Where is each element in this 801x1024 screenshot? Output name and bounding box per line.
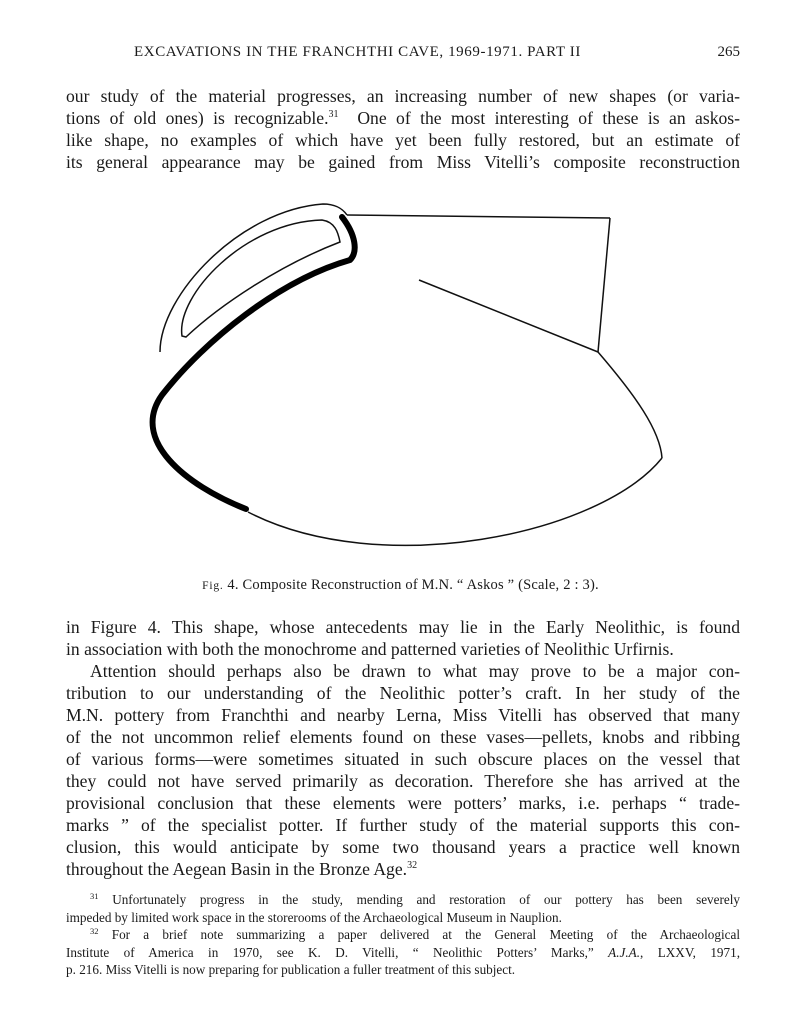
handle-inner <box>182 220 340 337</box>
paragraph-3 <box>66 660 740 880</box>
footnote-ref-31: 31 <box>328 109 339 120</box>
text-line: M.N. pottery from Franchthi and nearby Lerna, Miss Vitelli has observed that many <box>66 705 740 725</box>
text-line: in association with both the monochrome and patterned varieties of Neolithic Urfirnis. <box>66 639 674 659</box>
footnote-line: p. 216. Miss Vitelli is now preparing for publication a fuller treatment of this subject. <box>66 962 516 977</box>
handle-outer <box>160 204 347 352</box>
figure-caption <box>0 577 801 594</box>
vessel-spout-side <box>598 218 610 352</box>
footnote-31 <box>66 891 740 926</box>
text-line: of various forms—were sometimes situated in such obscure places on the vessel that <box>66 749 740 769</box>
text-line: marks ” of the specialist potter. If further study of the material supports this con- <box>66 815 740 835</box>
text-line: in Figure 4. This shape, whose antecedents may lie in the Early Neolithic, is found <box>66 617 740 637</box>
paragraph-2 <box>66 616 740 660</box>
vessel-body-bottom <box>248 458 662 545</box>
page-number: 265 <box>717 44 740 60</box>
text-line: throughout the Aegean Basin in the Bronze Age.$^{32}$ <box>66 859 418 879</box>
footnote-line: $^{32}$ For a brief note summarizing a paper delivered at the General Meeting of the Archaeological <box>90 926 740 942</box>
vessel-body-right <box>598 352 662 458</box>
askos-drawing <box>130 200 680 570</box>
footnote-ref-32: 32 <box>407 860 418 871</box>
vessel-inner-line <box>419 280 598 352</box>
footnote-line: impeded by limited work space in the storerooms of the Archaeological Museum in Nauplion. <box>66 909 562 925</box>
text-line: our study of the material progresses, an increasing number of new shapes (or varia- <box>66 86 740 106</box>
paragraph-1 <box>66 85 740 173</box>
text-line: tribution to our understanding of the Neolithic potter’s craft. In her study of the <box>66 683 740 703</box>
text-line: clusion, this would anticipate by some two thousand years a practice well known <box>66 837 740 857</box>
text-line: provisional conclusion that these elements were potters’ marks, i.e. perhaps “ trade- <box>66 793 740 813</box>
caption-number: 4. <box>227 577 239 593</box>
caption-text: Composite Reconstruction of M.N. “ Askos ” (Scale, 2 : 3). <box>242 577 599 593</box>
vessel-rim-top <box>347 215 610 218</box>
text-line: Attention should perhaps also be drawn to what may prove to be a major con- <box>90 661 740 681</box>
text-line: of the not uncommon relief elements found on these vases—pellets, knobs and ribbing <box>66 727 740 747</box>
caption-label: Fig. <box>202 580 224 592</box>
text-line: tions of old ones) is recognizable.$^{31}$ One of the most interesting of these is an askos- <box>66 108 740 128</box>
footnote-32 <box>66 926 740 979</box>
footnote-line: Institute of America in 1970, see K. D. Vitelli, “ Neolithic Potters’ Marks,” A.J.A., LXXV, 1971, <box>66 944 741 960</box>
askos-reconstruction-figure <box>130 200 680 570</box>
text-line: they could not have served primarily as decoration. Therefore she has arrived at the <box>66 771 740 791</box>
text-line: its general appearance may be gained from Miss Vitelli’s composite reconstruction <box>66 152 740 172</box>
journal-abbreviation: A.J.A. <box>608 944 641 960</box>
footnote-number: 32 <box>90 926 99 936</box>
running-title: EXCAVATIONS IN THE FRANCHTHI CAVE, 1969-1971. PART II <box>134 44 581 60</box>
footnote-line: $^{31}$ Unfortunately progress in the study, mending and restoration of our pottery has been severely <box>90 891 741 907</box>
text-line: like shape, no examples of which have yet been fully restored, but an estimate of <box>66 130 740 150</box>
running-header <box>66 44 740 64</box>
footnote-number: 31 <box>90 891 99 901</box>
preserved-sherd-profile <box>153 217 355 509</box>
